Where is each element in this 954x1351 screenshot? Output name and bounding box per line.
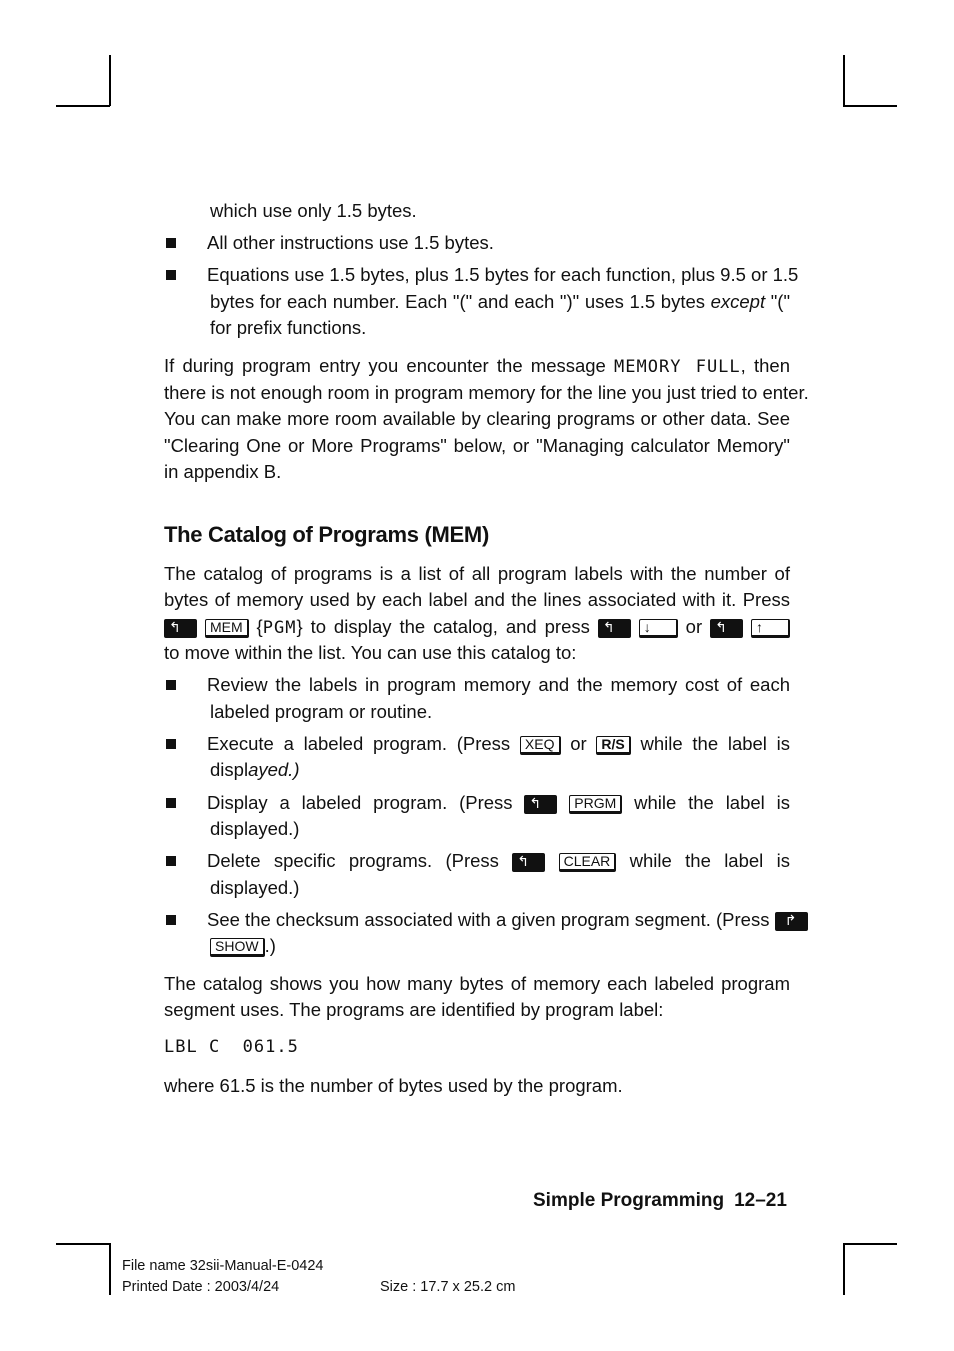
crop-mark-bottom-left-horizontal bbox=[56, 1243, 110, 1245]
lcd-message-memory-full: MEMORY FULL bbox=[614, 357, 741, 377]
crop-mark-bottom-right-horizontal bbox=[843, 1243, 897, 1245]
run-stop-key: R/S bbox=[596, 736, 630, 755]
left-shift-key: ↰ bbox=[164, 619, 197, 638]
show-key: SHOW bbox=[210, 938, 265, 957]
memory-para-line4: "Clearing One or More Programs" below, or "Managing calculator Memory" bbox=[164, 435, 790, 456]
bullet-review-line1: Review the labels in program memory and the memory cost of each bbox=[207, 674, 790, 695]
left-shift-key: ↰ bbox=[524, 795, 557, 814]
menu-pgm: PGM bbox=[262, 618, 297, 638]
bullet-checksum-line1: See the checksum associated with a given program segment. (Press ↱ bbox=[207, 907, 808, 934]
print-size: Size : 17.7 x 25.2 cm bbox=[380, 1279, 516, 1295]
bullet-marker bbox=[166, 739, 176, 749]
bullet-display-line2: displayed.) bbox=[210, 818, 300, 839]
catalog-para-line2: bytes of memory used by each label and the lines associated with it. Press bbox=[164, 589, 790, 610]
catalog-para-line1: The catalog of programs is a list of all program labels with the number of bbox=[164, 563, 790, 584]
crop-mark-top-left-vertical bbox=[109, 55, 111, 106]
prgm-key: PRGM bbox=[569, 795, 622, 814]
bullet-marker bbox=[166, 238, 176, 248]
right-shift-key: ↱ bbox=[775, 912, 808, 931]
crop-mark-bottom-right-vertical bbox=[843, 1243, 845, 1295]
crop-mark-bottom-left-vertical bbox=[109, 1243, 111, 1295]
print-date: Printed Date : 2003/4/24 bbox=[122, 1279, 280, 1295]
bullet-delete-line2: displayed.) bbox=[210, 877, 300, 898]
crop-mark-top-right-horizontal bbox=[843, 105, 897, 107]
bullet-display-line1: Display a labeled program. (Press ↰ PRGM while the label is bbox=[207, 792, 791, 813]
lcd-display-line: LBL C 061.5 bbox=[164, 1037, 299, 1057]
crop-mark-top-right-vertical bbox=[843, 55, 845, 106]
bullet-equations-line1: Equations use 1.5 bytes, plus 1.5 bytes for each function, plus 9.5 or 1.5 bbox=[207, 264, 799, 285]
bullet-execute-line1: Execute a labeled program. (Press XEQ or R/S while the label is bbox=[207, 733, 791, 754]
catalog-para-line4: to move within the list. You can use this catalog to: bbox=[164, 642, 577, 663]
left-shift-key: ↰ bbox=[710, 619, 743, 638]
bullet-execute-line2: displayed.) bbox=[210, 759, 300, 780]
catalog-para-line3: ↰ MEM {PGM} to display the catalog, and press ↰ ↓ or ↰ ↑ bbox=[164, 614, 790, 642]
bullet-marker bbox=[166, 915, 176, 925]
bullet-marker bbox=[166, 798, 176, 808]
bullet-delete-line1: Delete specific programs. (Press ↰ CLEAR while the label is bbox=[207, 850, 790, 871]
catalog-shows-line2: segment uses. The programs are identified by program label: bbox=[164, 999, 664, 1020]
page-footer-title: Simple Programming 12–21 bbox=[533, 1190, 787, 1211]
bullet-marker bbox=[166, 270, 176, 280]
bullet-equations-line2: bytes for each number. Each "(" and each ")" uses 1.5 bytes except "(" bbox=[210, 291, 791, 312]
crop-mark-top-left-horizontal bbox=[56, 105, 110, 107]
bytes-explanation: where 61.5 is the number of bytes used by the program. bbox=[164, 1075, 623, 1096]
catalog-shows-line1: The catalog shows you how many bytes of memory each labeled program bbox=[164, 973, 790, 994]
bullet-other-instructions: All other instructions use 1.5 bytes. bbox=[207, 232, 494, 253]
left-shift-key: ↰ bbox=[598, 619, 631, 638]
bullet-marker bbox=[166, 856, 176, 866]
intro-continuation-line: which use only 1.5 bytes. bbox=[210, 200, 417, 221]
down-arrow-key: ↓ bbox=[639, 619, 678, 638]
page-number: 12–21 bbox=[734, 1190, 787, 1211]
memory-para-line1: If during program entry you encounter the message MEMORY FULL, then bbox=[164, 355, 790, 377]
left-shift-key: ↰ bbox=[512, 853, 545, 872]
bullet-checksum-line2: SHOW .) bbox=[210, 933, 276, 960]
print-file-name: File name 32sii-Manual-E-0424 bbox=[122, 1258, 324, 1274]
bullet-review-line2: labeled program or routine. bbox=[210, 701, 433, 722]
mem-key: MEM bbox=[205, 619, 249, 638]
xeq-key: XEQ bbox=[520, 736, 561, 755]
clear-key: CLEAR bbox=[559, 853, 617, 872]
section-heading: The Catalog of Programs (MEM) bbox=[164, 522, 489, 547]
memory-para-line2: there is not enough room in program memory for the line you just tried to enter. bbox=[164, 382, 809, 403]
memory-para-line3: You can make more room available by clearing programs or other data. See bbox=[164, 408, 790, 429]
memory-para-line5: in appendix B. bbox=[164, 461, 282, 482]
up-arrow-key: ↑ bbox=[751, 619, 790, 638]
bullet-marker bbox=[166, 680, 176, 690]
bullet-equations-line3: for prefix functions. bbox=[210, 317, 367, 338]
